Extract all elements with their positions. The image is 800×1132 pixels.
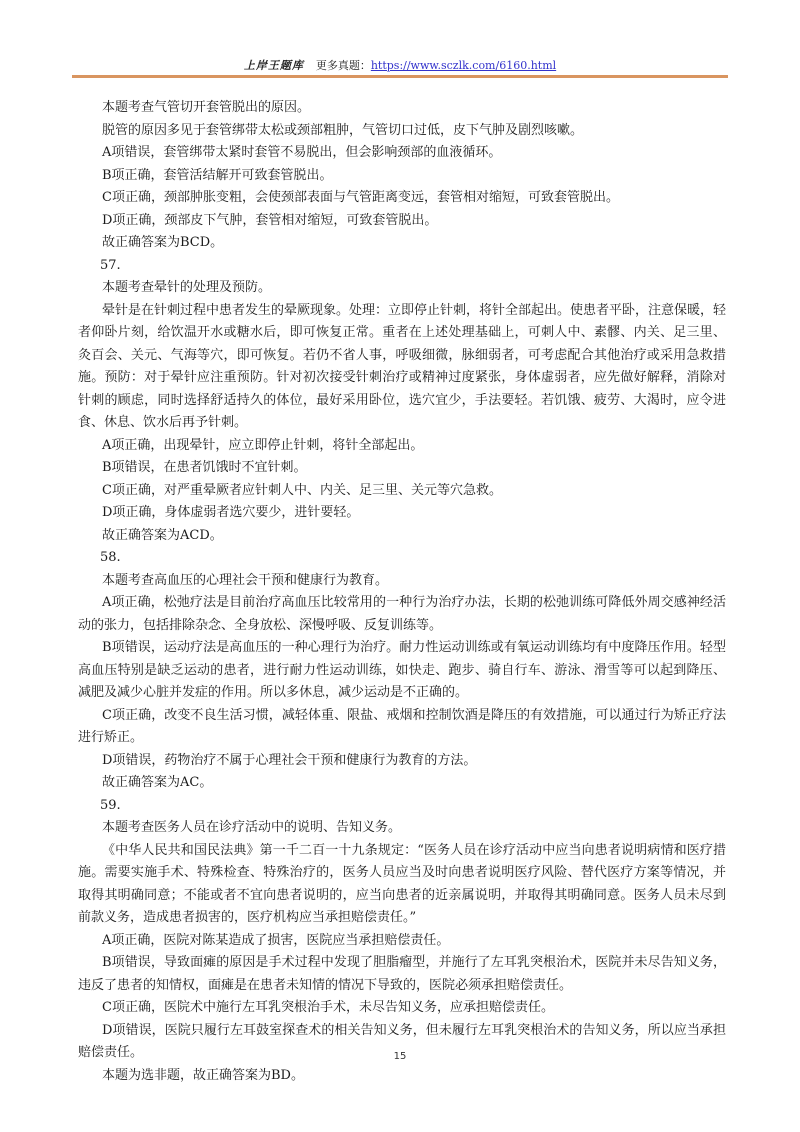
paragraph: B项错误，在患者饥饿时不宜针刺。 [102,460,307,475]
paragraph: B项正确，套管活结解开可致套管脱出。 [102,167,333,183]
question-number: 59. [100,797,121,813]
answer-line: 故正确答案为ACD。 [102,527,223,543]
paragraph: 本题考查气管切开套管脱出的原因。 [102,100,311,115]
paragraph: 脱管的原因多见于套管绑带太松或颈部粗肿，气管切口过低，皮下气肿及剧烈咳嗽。 [102,122,584,138]
question-number: 58. [100,550,121,565]
paragraph: D项正确，颈部皮下气肿，套管相对缩短，可致套管脱出。 [102,212,438,228]
answer-line: 故正确答案为AC。 [102,775,213,790]
header-divider [72,75,728,78]
paragraph: C项正确，改变不良生活习惯，减轻体重、限盐、戒烟和控制饮酒是降压的有效措施，可以通过行为矫正疗法进行矫正。 [78,707,726,745]
paragraph: C项正确，医院术中施行左耳乳突根治手术，未尽告知义务，应承担赔偿责任。 [102,1000,554,1015]
paragraph: 本题考查高血压的心理社会干预和健康行为教育。 [102,572,389,588]
paragraph: 《中华人民共和国民法典》第一千二百一十九条规定：“医务人员在诊疗活动中应当向患者说明病情和医疗措施。需要实施手术、特殊检查、特殊治疗的，医务人员应当及时向患者说明医疗风险、替代医疗方案等情况，并取得其明确同意；不能或者不宜向患者说明的，应当向患者的近亲属说明，并取得其明确同意。医务人员未尽到前款义务，造成患者损害的，医疗机构应当承担赔偿责任。” [78,842,726,925]
site-name: 上岸王题库 [243,59,304,72]
paragraph: B项错误，运动疗法是高血压的一种心理行为治疗。耐力性运动训练或有氧运动训练均有中度降压作用。轻型高血压特别是缺乏运动的患者，进行耐力性运动训练，如快走、跑步、骑自行车、游泳、滑雪等可以起到降压、减肥及减少心脏并发症的作用。所以多休息，减少运动是不正确的。 [78,640,726,700]
question-number: 57. [100,257,121,273]
paragraph: A项正确，医院对陈某造成了损害，医院应当承担赔偿责任。 [102,932,450,948]
page-header [72,57,728,74]
paragraph: A项正确，出现晕针，应立即停止针刺，将针全部起出。 [102,437,424,453]
paragraph: C项正确，颈部肿胀变粗，会使颈部表面与气管距离变远，套管相对缩短，可致套管脱出。 [102,190,619,205]
page-number: 15 [393,1051,407,1062]
answer-line: 本题为选非题，故正确答案为BD。 [102,1067,304,1083]
paragraph: 本题考查医务人员在诊疗活动中的说明、告知义务。 [102,820,402,835]
page-body [78,97,726,1087]
more-label: 更多真题： [315,59,371,72]
paragraph: 晕针是在针刺过程中患者发生的晕厥现象。处理：立即停止针刺，将针全部起出。使患者平卧，注意保暖，轻者仰卧片刻，给饮温开水或糖水后，即可恢复正常。重者在上述处理基础上，可刺人中、素髎、内关、足三里、灸百会、关元、气海等穴，即可恢复。若仍不省人事，呼吸细微，脉细弱者，可考虑配合其他治疗或采用急救措施。预防：对于晕针应注重预防。针对初次接受针刺治疗或精神过度紧张，身体虚弱者，应先做好解释，消除对针刺的顾虑，同时选择舒适持久的体位，最好采用卧位，选穴宜少，手法要轻。若饥饿、疲劳、大渴时，应令进食、休息、饮水后再予针刺。 [78,302,727,430]
paragraph: C项正确，对严重晕厥者应针刺人中、内关、足三里、关元等穴急救。 [102,482,502,498]
paragraph: D项正确，身体虚弱者选穴要少，进针要轻。 [102,505,360,520]
paragraph: A项错误，套管绑带太紧时套管不易脱出，但会影响颈部的血液循环。 [102,145,502,160]
paragraph: B项错误，导致面瘫的原因是手术过程中发现了胆脂瘤型，并施行了左耳乳突根治术，医院并未尽告知义务，违反了患者的知情权，面瘫是在患者未知情的情况下导致的，医院必须承担赔偿责任。 [78,955,726,993]
paragraph: D项错误，药物治疗不属于心理社会干预和健康行为教育的方法。 [102,752,477,768]
paragraph: 本题考查晕针的处理及预防。 [102,280,272,295]
paragraph: D项错误，医院只履行左耳鼓室探查术的相关告知义务，但未履行左耳乳突根治术的告知义务，所以应当承担赔偿责任。 [78,1022,726,1060]
paragraph: A项正确，松弛疗法是目前治疗高血压比较常用的一种行为治疗办法，长期的松弛训练可降低外周交感神经活动的张力，包括排除杂念、全身放松、深慢呼吸、反复训练等。 [78,595,726,633]
source-link[interactable]: https://www.sczlk.com/6160.html [370,59,557,72]
answer-line: 故正确答案为BCD。 [102,235,224,250]
